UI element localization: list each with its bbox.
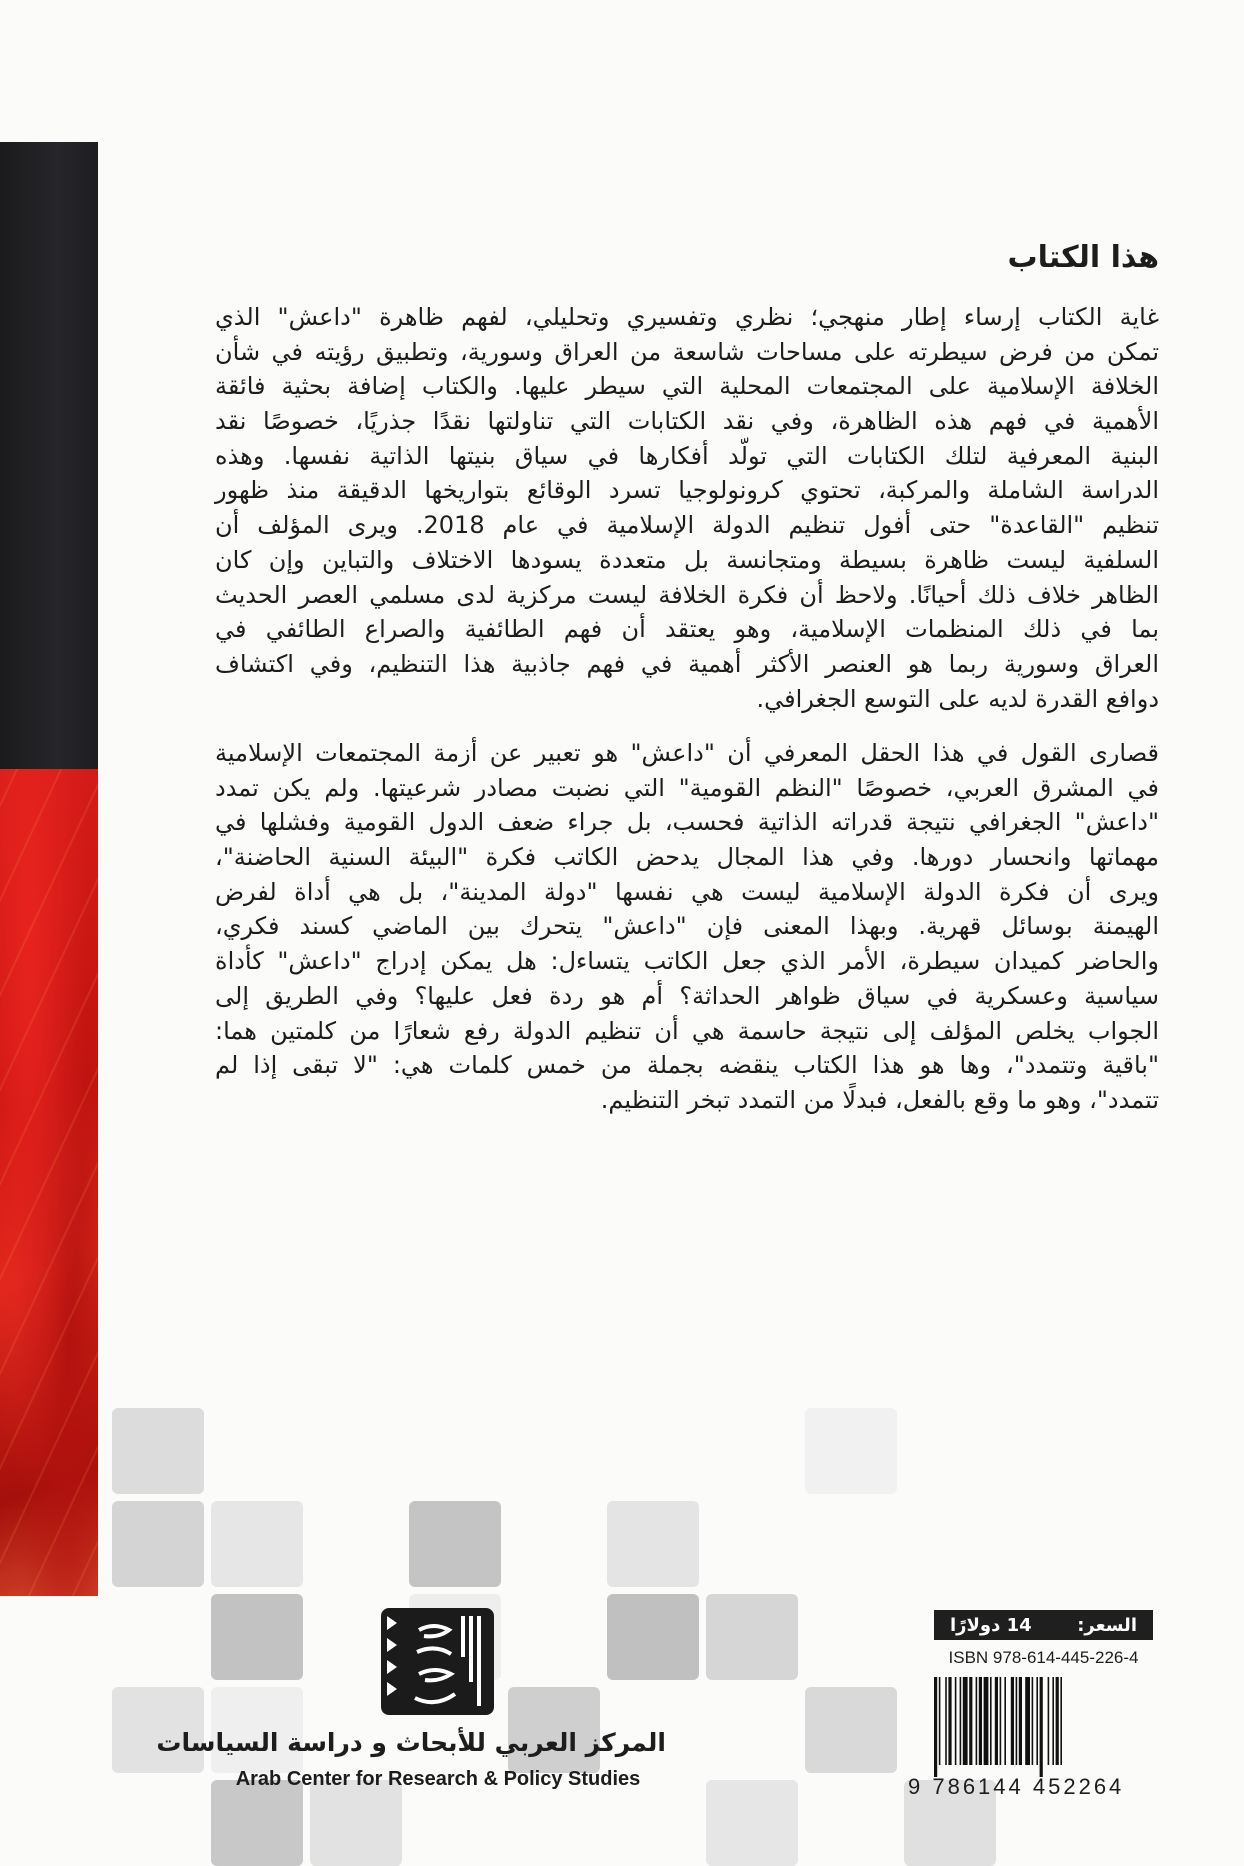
gray-square: [805, 1408, 897, 1494]
text-line: السلفية ليست ظاهرة بسيطة ومتجانسة بل متعددة يسودها الاختلاف والتباين وإن كان: [215, 545, 1159, 574]
barcode-bar: [1032, 1677, 1034, 1765]
text-line: ويرى أن فكرة الدولة الإسلامية ليست هي نفسها "دولة المدينة"، بل هي أداة لفرض: [215, 877, 1159, 906]
gray-square: [310, 1780, 402, 1866]
isbn-number: ISBN 978-614-445-226-4: [948, 1648, 1139, 1667]
logo-triangle: [387, 1660, 397, 1674]
barcode-bar: [1036, 1677, 1038, 1765]
text-line: دوافع القدرة لديه على التوسع الجغرافي.: [756, 684, 1159, 713]
description-paragraph-2: [215, 736, 1159, 1118]
barcode-bar: [995, 1677, 998, 1765]
barcode-bar: [963, 1677, 968, 1765]
gray-square: [706, 1780, 798, 1866]
barcode-bar: [939, 1677, 941, 1765]
barcode-bar: [1004, 1677, 1006, 1765]
gray-square: [112, 1408, 204, 1494]
barcode-bar: [1040, 1677, 1043, 1777]
barcode-digits: 9 786144 452264: [908, 1774, 1125, 1799]
barcode-bar: [969, 1677, 972, 1765]
text-line: قصارى القول في هذا الحقل المعرفي أن "داعش" هو تعبير عن أزمة المجتمعات الإسلامية: [215, 739, 1159, 767]
text-line: بما في ذلك المنظمات الإسلامية، وهو يعتقد أن فهم الطائفية والصراع الطائفي في: [215, 615, 1159, 644]
barcode-bar: [955, 1677, 957, 1765]
gray-square: [607, 1594, 699, 1680]
barcode: [934, 1677, 1153, 1777]
text-line: الأهمية في فهم هذه الظاهرة، وفي نقد الكتابات التي تناولتها نقدًا جذريًا، خصوصًا نقد: [215, 407, 1159, 436]
price-value: 14 دولارًا: [950, 1614, 1032, 1636]
price-label: السعر:: [1077, 1614, 1137, 1636]
price-box: [934, 1610, 1153, 1640]
text-line: الخلافة الإسلامية على المجتمعات المحلية التي سيطر عليها. والكتاب إضافة بحثية فائقة: [215, 372, 1159, 401]
barcode-bar: [990, 1677, 992, 1765]
barcode-bar: [1016, 1677, 1018, 1765]
barcode-bar: [1052, 1677, 1054, 1765]
barcode-bar: [1056, 1677, 1059, 1765]
text-line: الدراسة الشاملة والمركبة، تحتوي كرونولوجيا تسرد الوقائع بتواريخها الدقيقة منذ ظهور: [215, 476, 1159, 505]
barcode-bar: [1000, 1677, 1002, 1765]
gray-square: [607, 1501, 699, 1587]
barcode-bar: [1019, 1677, 1022, 1765]
logo-triangle: [387, 1682, 397, 1696]
barcode-bar: [1048, 1677, 1050, 1765]
text-line: العراق وسورية ربما هو العنصر الأكثر أهمية في فهم جاذبية هذا التنظيم، وفي اكتشاف: [215, 649, 1159, 678]
publisher-name-english: Arab Center for Research & Policy Studies: [235, 1768, 641, 1790]
gray-square: [409, 1501, 501, 1587]
text-line: "داعش" الجغرافي نتيجة قدراته الذاتية فحسب، بل جراء ضعف الدول القومية وفشلها في: [215, 808, 1159, 837]
gray-square: [706, 1594, 798, 1680]
red-image-band: [0, 769, 98, 1596]
text-line: والحاضر كميدان سيطرة، الأمر الذي جعل الكاتب يتساءل: هل يمكن إدراج "داعش" كأداة: [215, 947, 1159, 976]
gray-square: [211, 1594, 303, 1680]
logo-triangle: [387, 1638, 397, 1652]
barcode-bar: [1025, 1677, 1030, 1765]
text-line: الهيمنة بوسائل قهرية. وبهذا المعنى فإن "داعش" يتحرك بين الماضي كسند فكري،: [215, 912, 1159, 941]
text-line: في المشرق العربي، خصوصًا "النظم القومية" التي نضبت مصادر شرعيتها. ولم يكن تمدد: [215, 773, 1159, 802]
barcode-bar: [934, 1677, 937, 1777]
text-line: سياسية وعسكرية في سياق ظواهر الحداثة؟ أم هو ردة فعل عليها؟ وفي الطريق إلى: [215, 981, 1159, 1010]
publisher-logo: [381, 1608, 494, 1715]
description-paragraph-1: [215, 300, 1159, 716]
barcode-bar: [976, 1677, 978, 1765]
barcode-bar: [960, 1677, 962, 1765]
text-line: تنظيم "القاعدة" حتى أفول تنظيم الدولة الإسلامية في عام 2018. ويرى المؤلف أن: [215, 511, 1160, 540]
text-line: مهماتها وانحسار دورها. وفي هذا المجال يدحض الكاتب فكرة "البيئة السنية الحاضنة"،: [215, 843, 1159, 872]
text-line: الجواب يخلص المؤلف إلى نتيجة حاسمة هي أن تنظيم الدولة رفع شعارًا من كلمتين هما:: [215, 1016, 1159, 1045]
barcode-bar: [948, 1677, 951, 1765]
logo-triangle: [387, 1616, 397, 1630]
gray-square: [805, 1687, 897, 1773]
gray-square: [211, 1501, 303, 1587]
barcode-bar: [945, 1677, 947, 1765]
gray-square: [112, 1501, 204, 1587]
text-line: الظاهر خلاف ذلك أحيانًا. ولاحظ أن فكرة الخلافة ليست مركزية لدى مسلمي العصر الحديث: [215, 580, 1159, 609]
text-line: البنية المعرفية لتلك الكتابات التي تولّد أفكارها في سياق بنيتها الذاتية نفسها. وهذه: [215, 441, 1159, 470]
barcode-bar: [1060, 1677, 1062, 1765]
section-heading: هذا الكتاب: [1007, 240, 1159, 275]
text-line: غاية الكتاب إرساء إطار منهجي؛ نظري وتفسيري وتحليلي، لفهم ظاهرة "داعش" الذي: [215, 303, 1159, 331]
barcode-bar: [979, 1677, 982, 1765]
text-line: "باقية وتتمدد"، وها هو هذا الكتاب ينقضه بجملة من خمس كلمات هي: "لا تبقى إذا لم: [215, 1051, 1159, 1080]
logo-calligraphy: [409, 1612, 489, 1710]
barcode-bar: [984, 1677, 989, 1765]
text-line: تتمدد"، وهو ما وقع بالفعل، فبدلًا من التمدد تبخر التنظيم.: [600, 1085, 1159, 1114]
publisher-name-arabic: المركز العربي للأبحاث و دراسة السياسات: [156, 1728, 666, 1757]
barcode-bar: [1011, 1677, 1014, 1765]
dark-spine-band: [0, 142, 98, 769]
gray-square: [211, 1780, 303, 1866]
text-line: تمكن من فرض سيطرته على مساحات شاسعة من العراق وسورية، وتطبيق رؤيته في شأن: [215, 337, 1159, 366]
